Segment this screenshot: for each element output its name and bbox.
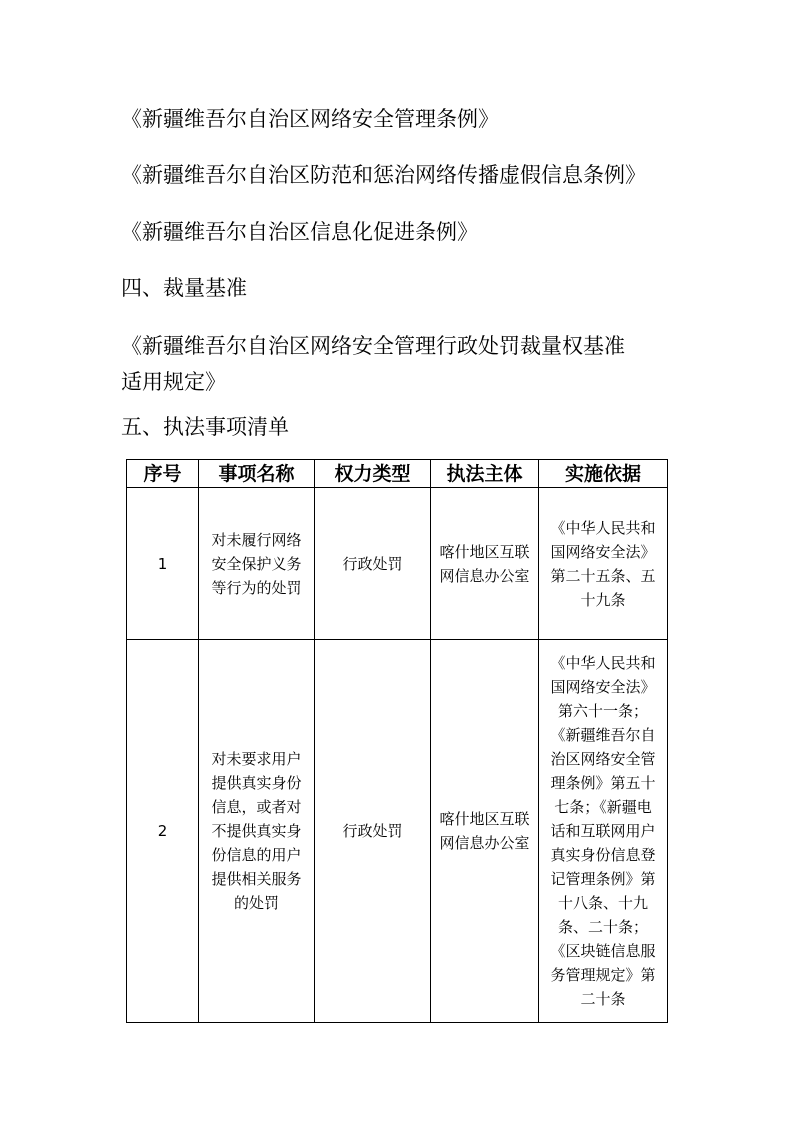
legal-basis: 《中华人民共和国网络安全法》第二十五条、五十九条 xyxy=(550,518,656,609)
regulation-item: 《新疆维吾尔自治区信息化促进条例》 xyxy=(121,220,478,244)
column-header-item-name: 事项名称 xyxy=(199,460,315,488)
column-header-enforcement-body: 执法主体 xyxy=(431,460,539,488)
row-number: 1 xyxy=(127,488,199,640)
section-heading-discretion-standard: 四、裁量基准 xyxy=(121,276,247,300)
row-number: 2 xyxy=(127,640,199,1023)
column-header-legal-basis: 实施依据 xyxy=(539,460,668,488)
standard-title-line: 适用规定》 xyxy=(121,370,226,394)
item-name: 对未要求用户提供真实身份信息，或者对不提供真实身份信息的用户提供相关服务的处罚 xyxy=(211,750,302,912)
enforcement-table xyxy=(126,459,668,1023)
regulation-item: 《新疆维吾尔自治区防范和惩治网络传播虚假信息条例》 xyxy=(121,163,646,187)
legal-basis: 《中华人民共和国网络安全法》第六十一条；《新疆维吾尔自治区网络安全管理条例》第五十七条；《新疆电话和互联网用户真实身份信息登记管理条例》第十八条、十九条、二十条；《区块链信息服务管理规定》第二十条 xyxy=(550,654,656,1008)
table-header-row xyxy=(127,460,668,488)
enforcement-body: 喀什地区互联网信息办公室 xyxy=(439,542,530,585)
column-header-power-type: 权力类型 xyxy=(315,460,431,488)
item-name: 对未履行网络安全保护义务等行为的处罚 xyxy=(211,530,302,597)
table-row xyxy=(127,640,668,1023)
enforcement-body: 喀什地区互联网信息办公室 xyxy=(439,810,530,852)
table-row xyxy=(127,488,668,640)
power-type: 行政处罚 xyxy=(315,640,431,1023)
regulation-item: 《新疆维吾尔自治区网络安全管理条例》 xyxy=(121,107,499,131)
standard-title-line: 《新疆维吾尔自治区网络安全管理行政处罚裁量权基准 xyxy=(121,334,625,358)
column-header-number: 序号 xyxy=(127,460,199,488)
section-heading-enforcement-list: 五、执法事项清单 xyxy=(121,415,289,439)
power-type: 行政处罚 xyxy=(315,488,431,640)
